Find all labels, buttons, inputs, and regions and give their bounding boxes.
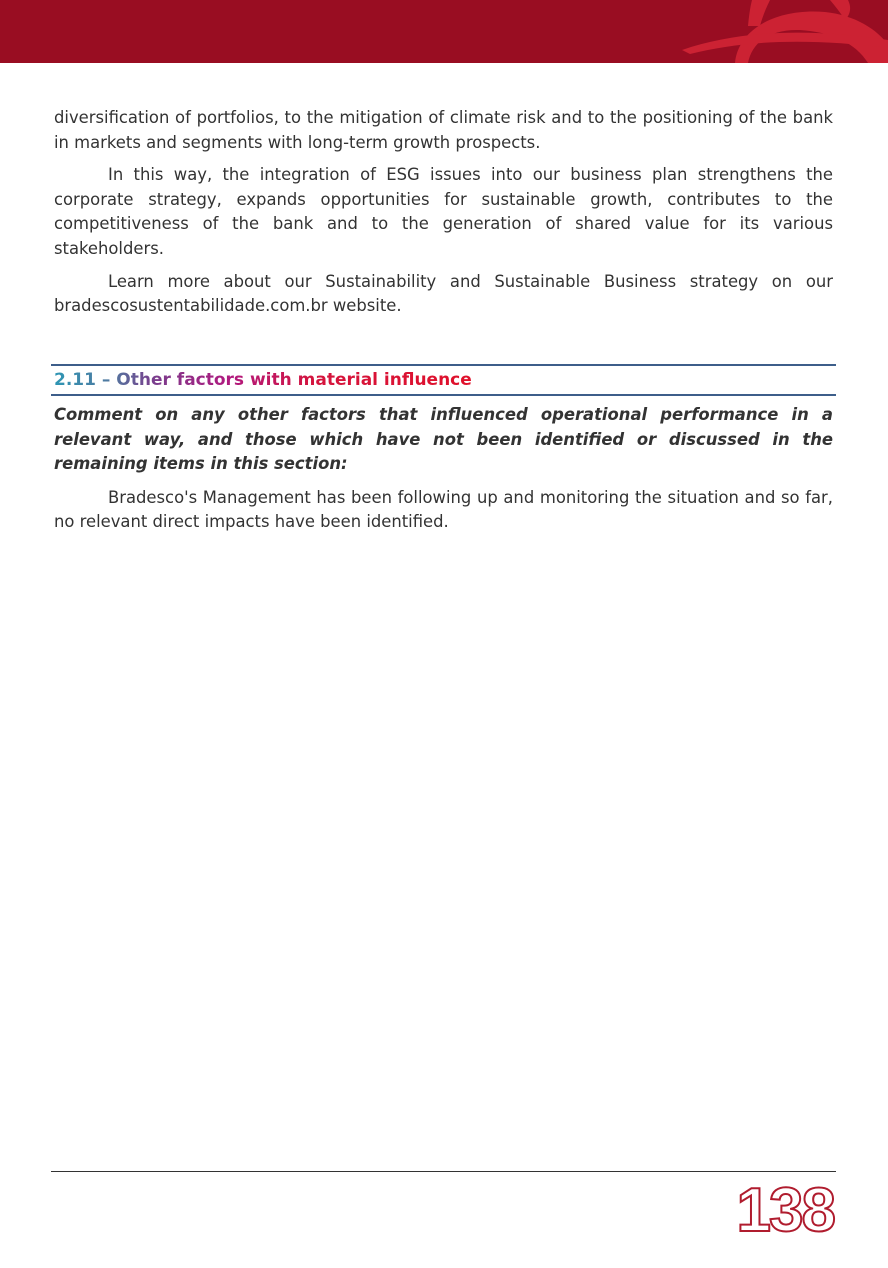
body-paragraph: Learn more about our Sustainability and Sustainable Business strategy on our bradescosustentabilidade.com.br website. xyxy=(54,271,833,316)
header-band xyxy=(0,0,888,63)
section-question: Comment on any other factors that influenced operational performance in a relevant way, and those which have not been identified or discussed in the remaining items in this section: xyxy=(54,405,833,474)
page-number: 138 xyxy=(736,1176,834,1245)
section-heading-box xyxy=(51,364,836,396)
body-paragraph: diversification of portfolios, to the mitigation of climate risk and to the positioning of the bank in markets and segments with long-term growth prospects. xyxy=(54,108,833,152)
footer-rule xyxy=(51,1171,836,1172)
body-paragraph: In this way, the integration of ESG issues into our business plan strengthens the corporate strategy, expands opportunities for sustainable growth, contributes to the competitiveness of the bank and to the generation of shared value for its various stakeholders. xyxy=(54,165,833,258)
bradesco-tree-logo-icon xyxy=(0,0,888,63)
body-content xyxy=(54,106,833,327)
section-answer: Bradesco's Management has been following up and monitoring the situation and so far, no relevant direct impacts have been identified. xyxy=(54,487,833,532)
section-heading: 2.11 – Other factors with material influence xyxy=(54,370,472,390)
section-body xyxy=(54,403,833,543)
